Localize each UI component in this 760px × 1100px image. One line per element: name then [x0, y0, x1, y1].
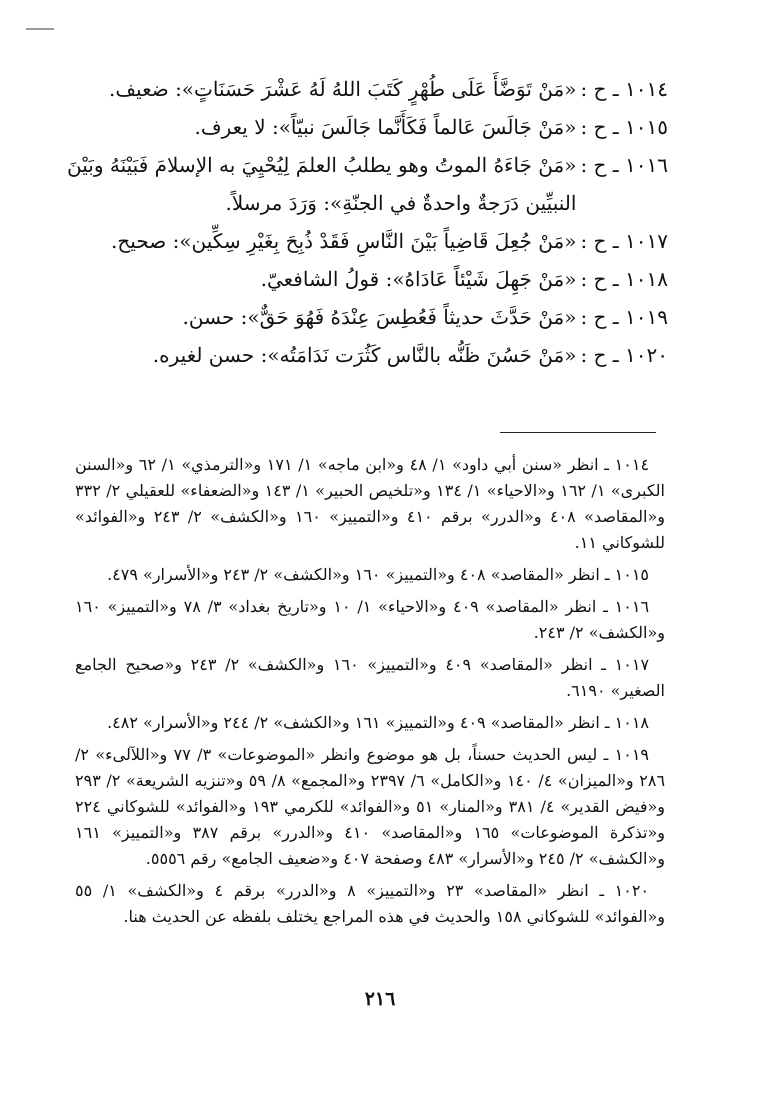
hadith-text: «مَنْ حَسُنَ ظَنُّه بالنَّاس كَثُرَت نَدَامَتُه»: حسن لغيره. [152, 343, 577, 367]
hadith-number: ١٠١٥ ـ ح : [580, 115, 668, 139]
footnote-separator [500, 432, 656, 433]
hadith-text: «مَنْ جَاءَهُ الموتُ وهو يطلبُ العلمَ لِيُحْيِيَ به الإسلامَ فَبَيْنَهُ وبَيْنَ النبيِّين دَرَجةٌ واحدةٌ في الجنّةِ»: وَرَدَ مرسلاً. [67, 153, 577, 215]
hadith-number: ١٠١٨ ـ ح : [580, 267, 668, 291]
hadith-text: «مَنْ جُعِلَ قَاضِياً بَيْنَ النَّاسِ فَقَدْ ذُبِحَ بِغَيْرِ سِكِّين»: صحيح. [111, 229, 577, 253]
footnote: ١٠٢٠ ـ انظر «المقاصد» ٢٣ و«التمييز» ٨ و«الدرر» برقم ٤ و«الكشف» ١/ ٥٥ و«الفوائد» للشوكاني ١٥٨ والحديث في هذه المراجع يختلف بلفظه عن الحديث هنا. [75, 881, 665, 926]
hadith-entry [48, 260, 668, 298]
hadith-number: ١٠٢٠ ـ ح : [580, 343, 668, 367]
footnote: ١٠١٩ ـ ليس الحديث حسناً، بل هو موضوع وانظر «الموضوعات» ٣/ ٧٧ و«اللآلىء» ٢/ ٢٨٦ و«الميزان» ٤/ ١٤٠ و«الكامل» ٦/ ٢٣٩٧ و«المجمع» ٨/ ٥٩ و«تنزيه الشريعة» ٢/ ٢٩٣ و«فيض القدير» ٤/ ٣٨١ و«المنار» ٥١ و«الفوائد» للكرمي ١٩٣ و«الفوائد» للشوكاني ٢٢٤ و«تذكرة الموضوعات» ١٦٥ و«المقاصد» ٤١٠ و«الدرر» برقم ٣٨٧ و«التمييز» ١٦١ و«الكشف» ٢/ ٢٤٥ و«الأسرار» ٤٨٣ وصفحة ٤٠٧ و«ضعيف الجامع» رقم ٥٥٥٦. [75, 745, 666, 868]
hadith-number: ١٠١٩ ـ ح : [580, 305, 668, 329]
hadith-entry [48, 70, 668, 108]
hadith-number: ١٠١٤ ـ ح : [580, 77, 668, 101]
hadith-number: ١٠١٦ ـ ح : [580, 153, 668, 177]
hadith-entry [48, 146, 668, 222]
hadith-number: ١٠١٧ ـ ح : [580, 229, 668, 253]
footnote: ١٠١٦ ـ انظر «المقاصد» ٤٠٩ و«الاحياء» ١/ ١٠ و«تاريخ بغداد» ٣/ ٧٨ و«التمييز» ١٦٠ و«الكشف» ٢/ ٢٤٣. [75, 597, 665, 642]
page-number: ٢١٦ [364, 988, 396, 1010]
footnote: ١٠١٨ ـ انظر «المقاصد» ٤٠٩ و«التمييز» ١٦١ و«الكشف» ٢/ ٢٤٤ و«الأسرار» ٤٨٢. [107, 713, 649, 732]
scan-speck [26, 28, 54, 30]
hadith-text: «مَنْ جَالَسَ عَالماً فَكَأَنَّما جَالَسَ نبيّاً»: لا يعرف. [194, 115, 577, 139]
hadith-entry [48, 108, 668, 146]
hadith-list [48, 70, 668, 374]
hadith-entry [48, 336, 668, 374]
footnotes [75, 452, 665, 936]
hadith-text: «مَنْ جَهِلَ شَيْئاً عَادَاهُ»: قولُ الشافعيّ. [260, 267, 577, 291]
footnote: ١٠١٥ ـ انظر «المقاصد» ٤٠٨ و«التمييز» ١٦٠ و«الكشف» ٢/ ٢٤٣ و«الأسرار» ٤٧٩. [107, 565, 649, 584]
hadith-text: «مَنْ تَوَضَّأَ عَلَى طُهْرٍ كَتَبَ اللهُ لَهُ عَشْرَ حَسَنَاتٍ»: ضعيف. [108, 77, 577, 101]
hadith-text: «مَنْ حَدَّثَ حديثاً فَعُطِسَ عِنْدَهُ فَهُوَ حَقٌّ»: حسن. [182, 305, 577, 329]
footnote: ١٠١٤ ـ انظر «سنن أبي داود» ١/ ٤٨ و«ابن ماجه» ١/ ١٧١ و«الترمذي» ١/ ٦٢ و«السنن الكبرى» ١/ ١٦٢ و«الاحياء» ١/ ١٣٤ و«تلخيص الحبير» ١/ ١٤٣ و«الضعفاء» للعقيلي ٢/ ٣٣٢ و«المقاصد» ٤٠٨ و«الدرر» برقم ٤١٠ و«التمييز» ١٦٠ و«الكشف» ٢/ ٢٤٣ و«الفوائد» للشوكاني ١١. [75, 455, 665, 552]
footnote: ١٠١٧ ـ انظر «المقاصد» ٤٠٩ و«التمييز» ١٦٠ و«الكشف» ٢/ ٢٤٣ و«صحيح الجامع الصغير» ٦١٩٠. [75, 655, 665, 700]
hadith-entry [48, 298, 668, 336]
hadith-entry [48, 222, 668, 260]
